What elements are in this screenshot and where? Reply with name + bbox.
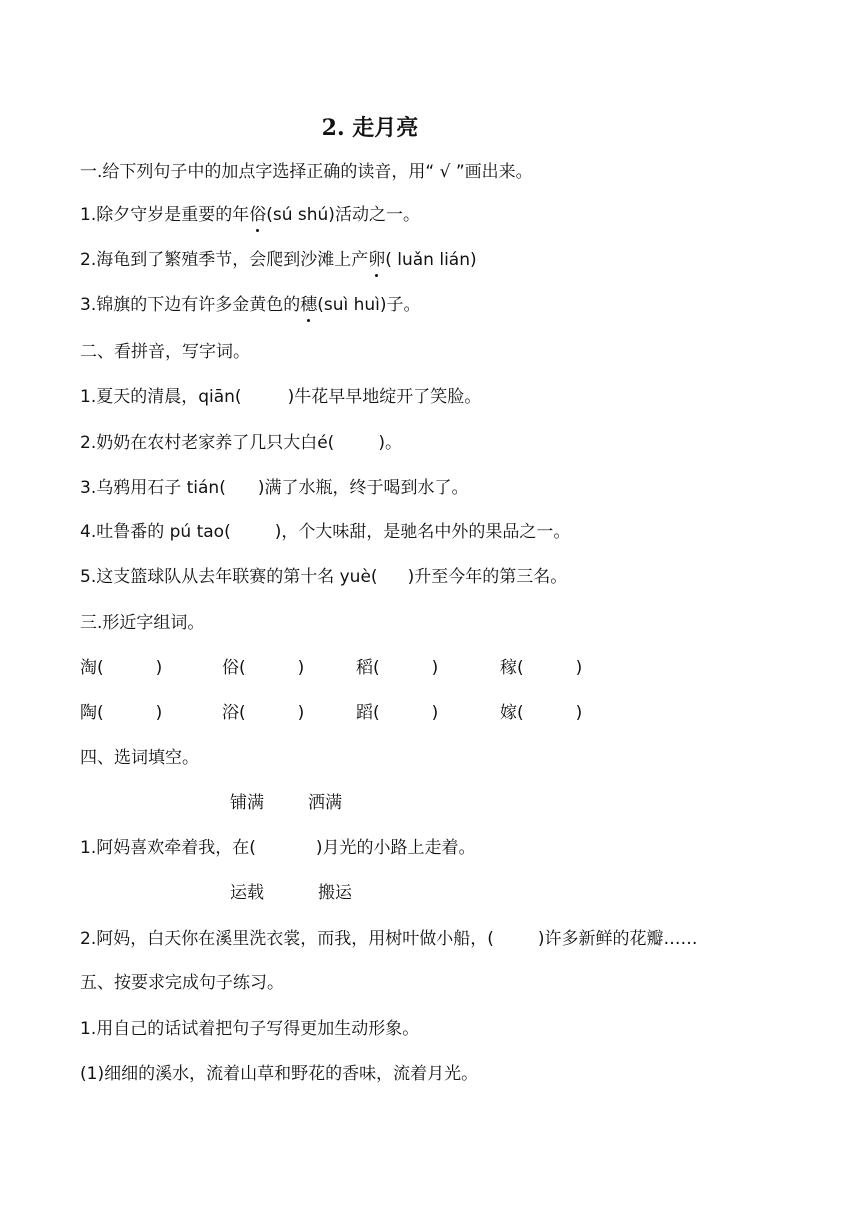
section4-question-2 — [80, 927, 698, 951]
section2-question-5 — [80, 565, 567, 589]
word-options — [230, 881, 352, 905]
question-text: 1.阿妈喜欢牵着我，在( — [80, 838, 256, 858]
pinyin-options: ( luǎn lián) — [385, 250, 477, 270]
section1-question-2 — [80, 248, 477, 272]
question-text: )升至今年的第三名。 — [407, 567, 568, 587]
question-text: 2.海龟到了繁殖季节，会爬到沙滩上产 — [80, 250, 369, 270]
section5-heading: 五、按要求完成句子练习。 — [80, 973, 284, 993]
pinyin-options: (sú shú)活动之一。 — [266, 205, 420, 225]
question-text: 3.乌鸦用石子 tián( — [80, 478, 226, 498]
question-text: )牛花早早地绽开了笑脸。 — [287, 387, 482, 407]
section2-question-4 — [80, 520, 570, 544]
section2-question-1 — [80, 385, 481, 409]
section3-heading: 三.形近字组词。 — [80, 613, 205, 633]
word-group-cell: 蹈( ) — [356, 703, 439, 723]
word-group-cell: 嫁( ) — [500, 703, 583, 723]
word-option: 铺满 — [230, 793, 264, 813]
question-text: )月光的小路上走着。 — [315, 838, 476, 858]
word-option: 搬运 — [318, 883, 352, 903]
dotted-character: 卵 — [368, 250, 386, 270]
question-text: )许多新鲜的花瓣…… — [537, 929, 698, 949]
question-text: 2.阿妈，白天你在溪里洗衣裳，而我，用树叶做小船，( — [80, 929, 494, 949]
question-text: 1.夏天的清晨，qiān( — [80, 387, 242, 407]
section1-question-3 — [80, 293, 421, 317]
word-group-cell: 俗( ) — [222, 658, 305, 678]
word-option: 洒满 — [308, 793, 342, 813]
question-text: )，个大味甜，是驰名中外的果品之一。 — [274, 522, 571, 542]
word-group-cell: 淘( ) — [80, 658, 163, 678]
word-options — [230, 791, 342, 815]
section2-heading: 二、看拼音，写字词。 — [80, 342, 250, 362]
pinyin-options: (suì huì)子。 — [317, 295, 421, 315]
section2-question-3 — [80, 476, 468, 500]
question-text: 4.吐鲁番的 pú tao( — [80, 522, 231, 542]
section1-question-1 — [80, 203, 420, 227]
section5-question-1: 1.用自己的话试着把句子写得更加生动形象。 — [80, 1019, 420, 1039]
section4-heading: 四、选词填空。 — [80, 748, 199, 768]
section5-question-1-1: (1)细细的溪水，流着山草和野花的香味，流着月光。 — [80, 1064, 479, 1084]
word-group-cell: 稼( ) — [500, 658, 583, 678]
section2-question-2 — [80, 431, 402, 455]
section4-question-1 — [80, 836, 476, 860]
dotted-character: 穗 — [300, 295, 318, 315]
word-group-cell: 陶( ) — [80, 703, 163, 723]
page-title: 2. 走月亮 — [321, 115, 419, 141]
word-option: 运载 — [230, 883, 264, 903]
question-text: 2.奶奶在农村老家养了几只大白é( — [80, 433, 335, 453]
section1-heading: 一.给下列句子中的加点字选择正确的读音，用“ √ ”画出来。 — [80, 162, 533, 182]
dotted-character: 俗 — [249, 205, 267, 225]
word-group-cell: 浴( ) — [222, 703, 305, 723]
question-text: 5.这支篮球队从去年联赛的第十名 yuè( — [80, 567, 378, 587]
question-text: )满了水瓶，终于喝到水了。 — [257, 478, 469, 498]
word-group-cell: 稻( ) — [356, 658, 439, 678]
question-text: 3.锦旗的下边有许多金黄色的 — [80, 295, 301, 315]
question-text: 1.除夕守岁是重要的年 — [80, 205, 250, 225]
question-text: )。 — [378, 433, 402, 453]
